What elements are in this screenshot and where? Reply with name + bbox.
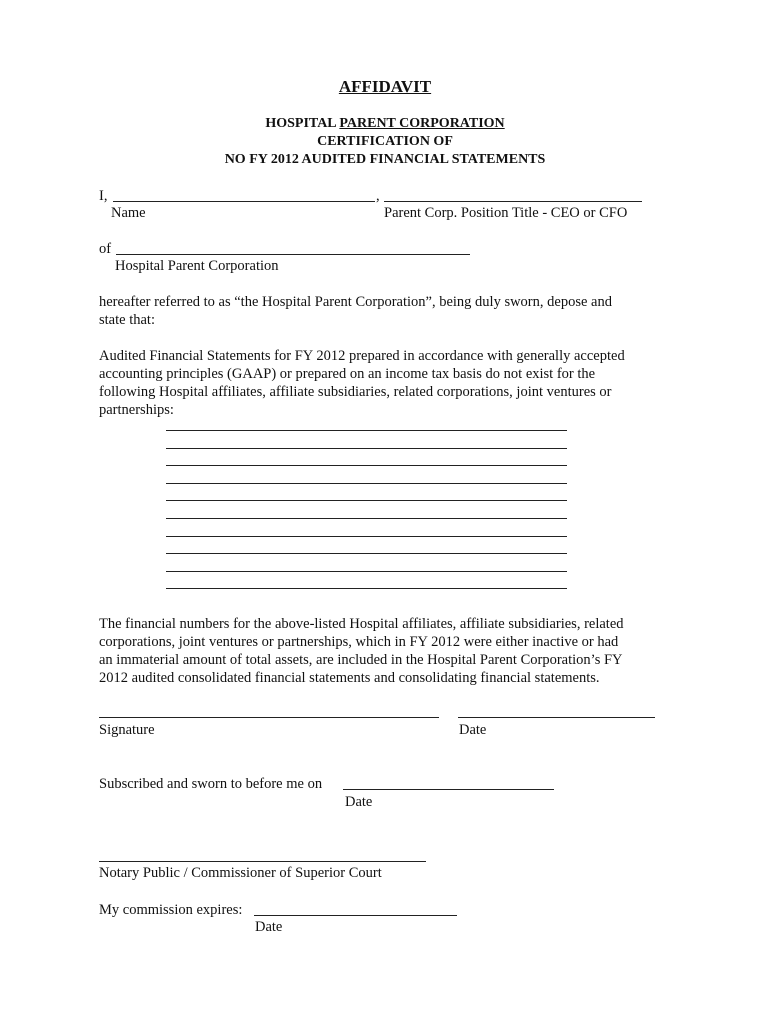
intro-paragraph: [99, 293, 659, 329]
commission-text: My commission expires:: [99, 902, 243, 918]
subtitle-parent-corporation: PARENT CORPORATION: [339, 116, 505, 131]
document-title: AFFIDAVIT: [338, 77, 432, 96]
sworn-date-field-line[interactable]: [343, 789, 554, 790]
inclusion-line-4: 2012 audited consolidated financial statements and consolidating financial statements.: [99, 670, 600, 686]
intro-line-2: state that:: [99, 312, 155, 328]
statement-line-4: partnerships:: [99, 402, 174, 418]
statement-paragraph: [99, 347, 659, 419]
affiliate-field-line[interactable]: [166, 571, 567, 572]
statement-line-3: following Hospital affiliates, affiliate subsidiaries, related corporations, joint ventures or: [99, 384, 612, 400]
signature-field-line[interactable]: [99, 717, 439, 718]
affiliate-field-line[interactable]: [166, 465, 567, 466]
signature-label: Signature: [99, 722, 155, 738]
position-title-label: Parent Corp. Position Title - CEO or CFO: [384, 205, 628, 221]
affiliate-field-line[interactable]: [166, 536, 567, 537]
statement-line-1: Audited Financial Statements for FY 2012 prepared in accordance with generally accepted: [99, 348, 625, 364]
affiliate-field-line[interactable]: [166, 483, 567, 484]
position-title-field-line[interactable]: [384, 201, 642, 202]
sworn-date-label: Date: [345, 794, 373, 810]
commission-date-field-line[interactable]: [254, 915, 457, 916]
subtitle-line-3: NO FY 2012 AUDITED FINANCIAL STATEMENTS: [224, 152, 546, 167]
corporation-label: Hospital Parent Corporation: [115, 258, 279, 274]
affiliate-field-line[interactable]: [166, 588, 567, 589]
subtitle-line-1: [0, 115, 770, 133]
signature-date-field-line[interactable]: [458, 717, 655, 718]
affiliate-field-line[interactable]: [166, 500, 567, 501]
notary-label: Notary Public / Commissioner of Superior Court: [99, 865, 382, 881]
affiliate-field-line[interactable]: [166, 518, 567, 519]
declarant-comma: ,: [376, 188, 380, 204]
inclusion-line-3: an immaterial amount of total assets, are included in the Hospital Parent Corporation’s FY: [99, 652, 623, 668]
subtitle-line-2: CERTIFICATION OF: [317, 134, 453, 149]
sworn-text: Subscribed and sworn to before me on: [99, 776, 323, 792]
commission-date-label: Date: [255, 919, 283, 935]
name-label: Name: [111, 205, 146, 221]
declarant-prefix: I,: [99, 188, 108, 204]
of-prefix: of: [99, 241, 112, 257]
notary-signature-field-line[interactable]: [99, 861, 426, 862]
subtitle-hospital: HOSPITAL: [265, 116, 340, 131]
affiliate-field-line[interactable]: [166, 553, 567, 554]
inclusion-line-2: corporations, joint ventures or partnerships, which in FY 2012 were either inactive or had: [99, 634, 619, 650]
affiliate-field-line[interactable]: [166, 430, 567, 431]
name-field-line[interactable]: [113, 201, 375, 202]
inclusion-line-1: The financial numbers for the above-listed Hospital affiliates, affiliate subsidiaries, related: [99, 616, 624, 632]
corporation-field-line[interactable]: [116, 254, 470, 255]
affiliate-field-line[interactable]: [166, 448, 567, 449]
intro-line-1: hereafter referred to as “the Hospital Parent Corporation”, being duly sworn, depose and: [99, 294, 612, 310]
statement-line-2: accounting principles (GAAP) or prepared on an income tax basis do not exist for the: [99, 366, 596, 382]
signature-date-label: Date: [459, 722, 487, 738]
inclusion-paragraph: [99, 615, 659, 687]
